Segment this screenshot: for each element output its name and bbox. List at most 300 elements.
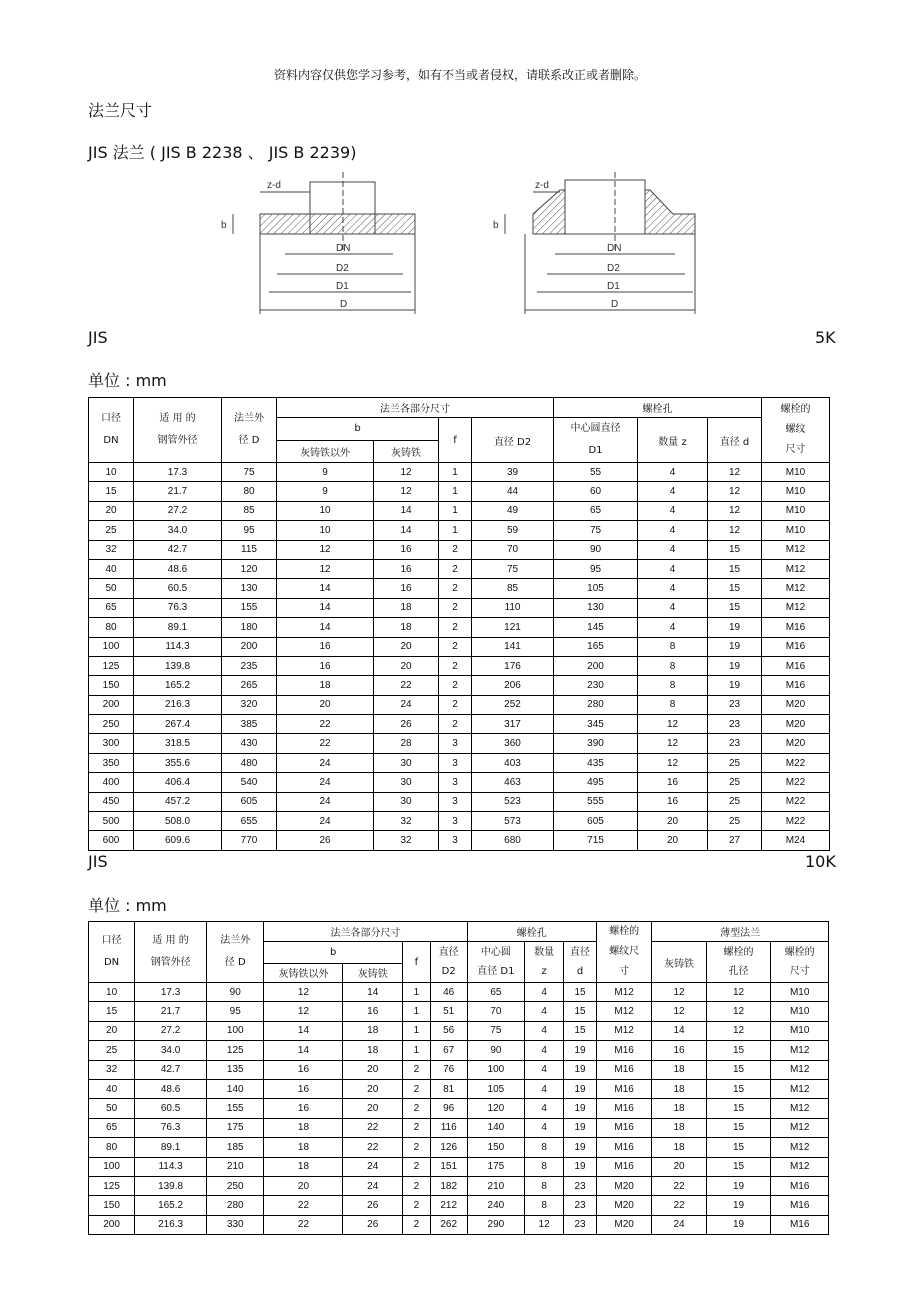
table-cell: 2 (403, 1079, 431, 1098)
table-cell: M12 (762, 579, 830, 598)
table-cell: 25 (89, 521, 134, 540)
table-cell: 770 (222, 831, 277, 850)
table-cell: 14 (652, 1021, 706, 1040)
table-cell: 26 (374, 715, 439, 734)
table-cell: 22 (264, 1215, 343, 1234)
table-cell: 200 (89, 1215, 135, 1234)
table-cell: 27 (708, 831, 762, 850)
table-cell: 18 (652, 1118, 706, 1137)
table-cell: 12 (708, 463, 762, 482)
header-thin-thread: 螺栓的 尺寸 (771, 942, 829, 983)
table-row (89, 1041, 829, 1060)
table-cell: M10 (762, 482, 830, 501)
table-cell: 22 (652, 1176, 706, 1195)
table-cell: 16 (638, 773, 708, 792)
table-cell: 1 (439, 463, 472, 482)
table-cell: M12 (762, 598, 830, 617)
table-cell: 16 (277, 637, 374, 656)
table-cell: 21.7 (134, 482, 222, 501)
table-cell: 26 (343, 1215, 403, 1234)
table-cell: 175 (467, 1157, 524, 1176)
table-cell: 100 (467, 1060, 524, 1079)
table-cell: 2 (403, 1157, 431, 1176)
table-cell: 75 (222, 463, 277, 482)
table-row (89, 1099, 829, 1118)
table-cell: M16 (596, 1079, 651, 1098)
table-cell: 15 (89, 482, 134, 501)
table-cell: 16 (264, 1079, 343, 1098)
table-cell: 105 (467, 1079, 524, 1098)
table-cell: 20 (343, 1060, 403, 1079)
table-cell: 18 (374, 618, 439, 637)
table-cell: 3 (439, 734, 472, 753)
header-f: f (439, 418, 472, 463)
table-row (89, 501, 830, 520)
table-cell: 23 (708, 695, 762, 714)
header-b: b (277, 418, 439, 441)
table-cell: 12 (708, 482, 762, 501)
table-cell: 24 (277, 773, 374, 792)
table-cell: 23 (708, 715, 762, 734)
header-thin-hole: 螺栓的 孔径 (706, 942, 771, 983)
table-cell: 2 (403, 1196, 431, 1215)
table-cell: 8 (525, 1138, 564, 1157)
table-cell: 15 (706, 1060, 771, 1079)
table-cell: 140 (207, 1079, 264, 1098)
table-cell: 65 (554, 501, 638, 520)
table-cell: 125 (89, 656, 134, 675)
table-cell: 605 (554, 812, 638, 831)
header-dia-10k: 直径 d (564, 942, 597, 983)
table-cell: M16 (596, 1099, 651, 1118)
table-cell: M16 (762, 618, 830, 637)
table-cell: 1 (439, 521, 472, 540)
table-cell: 59 (472, 521, 554, 540)
table-cell: 60.5 (134, 579, 222, 598)
table-cell: 12 (708, 501, 762, 520)
table-cell: M20 (596, 1176, 651, 1195)
table-cell: 51 (430, 1002, 467, 1021)
table-cell: 480 (222, 753, 277, 772)
table-cell: 8 (638, 676, 708, 695)
table-cell: 145 (554, 618, 638, 637)
diagram-label-d2-right: D2 (607, 263, 620, 274)
table-cell: 165.2 (134, 676, 222, 695)
table-cell: 46 (430, 983, 467, 1002)
table-cell: 2 (439, 715, 472, 734)
table-cell: 10 (277, 521, 374, 540)
table-cell: 2 (403, 1099, 431, 1118)
table-cell: 12 (706, 1002, 771, 1021)
table-cell: 18 (277, 676, 374, 695)
table-cell: M12 (771, 1138, 829, 1157)
table-cell: 12 (652, 1002, 706, 1021)
table-cell: M10 (762, 463, 830, 482)
table-cell: 655 (222, 812, 277, 831)
table-cell: 12 (277, 540, 374, 559)
table-cell: 90 (467, 1041, 524, 1060)
table-cell: 19 (564, 1079, 597, 1098)
table-cell: 44 (472, 482, 554, 501)
table-cell: 24 (277, 812, 374, 831)
table-cell: 267.4 (134, 715, 222, 734)
table-cell: 318.5 (134, 734, 222, 753)
table-cell: 65 (89, 598, 134, 617)
table-cell: 200 (222, 637, 277, 656)
table-cell: M20 (762, 734, 830, 753)
table-cell: 14 (343, 983, 403, 1002)
table-cell: M16 (762, 637, 830, 656)
table-cell: M16 (596, 1157, 651, 1176)
table-cell: 176 (472, 656, 554, 675)
table-cell: 22 (277, 734, 374, 753)
header-thread: 螺栓的 螺纹 尺寸 (762, 398, 830, 463)
table-cell: 24 (277, 753, 374, 772)
table-cell: 2 (403, 1176, 431, 1195)
table-row (89, 1176, 829, 1195)
table-cell: 18 (652, 1138, 706, 1157)
table-cell: 16 (652, 1041, 706, 1060)
diagram-label-b-right: b (493, 220, 499, 231)
header-thin-cast: 灰铸铁 (652, 942, 706, 983)
table-cell: 508.0 (134, 812, 222, 831)
table-cell: 290 (467, 1215, 524, 1234)
table-cell: 116 (430, 1118, 467, 1137)
table-cell: 4 (638, 579, 708, 598)
table-cell: 4 (525, 983, 564, 1002)
table-cell: 3 (439, 812, 472, 831)
table-cell: 400 (89, 773, 134, 792)
diagram-label-zd-right: z-d (535, 180, 549, 191)
table-cell: 4 (525, 1041, 564, 1060)
table-cell: 206 (472, 676, 554, 695)
table-cell: 22 (343, 1118, 403, 1137)
table-cell: 280 (207, 1196, 264, 1215)
table-cell: 600 (89, 831, 134, 850)
table-cell: 14 (277, 579, 374, 598)
table-row (89, 715, 830, 734)
diagram-label-d1-left: D1 (336, 281, 349, 292)
table-cell: 300 (89, 734, 134, 753)
table-cell: 100 (89, 1157, 135, 1176)
table-cell: 75 (554, 521, 638, 540)
table-cell: 715 (554, 831, 638, 850)
table-cell: 18 (652, 1079, 706, 1098)
table-cell: 23 (564, 1215, 597, 1234)
table-cell: 24 (374, 695, 439, 714)
table-cell: 115 (222, 540, 277, 559)
table-row (89, 831, 830, 850)
table-cell: 500 (89, 812, 134, 831)
table-row (89, 792, 830, 811)
table-cell: 2 (403, 1215, 431, 1234)
flange-diagrams (215, 172, 705, 320)
table-cell: 40 (89, 1079, 135, 1098)
table-cell: 80 (89, 618, 134, 637)
table-cell: 18 (264, 1157, 343, 1176)
table-row (89, 463, 830, 482)
table-cell: 450 (89, 792, 134, 811)
table-cell: 2 (403, 1060, 431, 1079)
table-cell: 120 (222, 559, 277, 578)
table-cell: 20 (343, 1099, 403, 1118)
table-cell: 9 (277, 482, 374, 501)
table-cell: 76.3 (135, 1118, 207, 1137)
header-b-other: 灰铸铁以外 (277, 440, 374, 463)
table-cell: 23 (708, 734, 762, 753)
table-cell: 24 (343, 1157, 403, 1176)
table-cell: 2 (439, 676, 472, 695)
table-cell: 350 (89, 753, 134, 772)
header-b-other-10k: 灰铸铁以外 (264, 963, 343, 983)
table-cell: 130 (554, 598, 638, 617)
table-cell: 25 (708, 773, 762, 792)
table-row (89, 676, 830, 695)
table-cell: 4 (525, 1099, 564, 1118)
header-b-10k: b (264, 942, 403, 964)
table-row (89, 656, 830, 675)
table-cell: 135 (207, 1060, 264, 1079)
table-cell: M22 (762, 753, 830, 772)
table-cell: 240 (467, 1196, 524, 1215)
table-cell: 25 (708, 792, 762, 811)
table-cell: 30 (374, 753, 439, 772)
table-cell: 100 (207, 1021, 264, 1040)
table-cell: M12 (771, 1118, 829, 1137)
diagram-label-dn-right: DN (607, 243, 622, 254)
diagram-label-d2-left: D2 (336, 263, 349, 274)
table-cell: 12 (708, 521, 762, 540)
table-cell: 17.3 (135, 983, 207, 1002)
table-cell: 16 (374, 540, 439, 559)
header-pipe-od-10k: 适 用 的 钢管外径 (135, 922, 207, 983)
table-cell: 16 (638, 792, 708, 811)
table-cell: 65 (89, 1118, 135, 1137)
table-cell: 1 (403, 1021, 431, 1040)
table-cell: 180 (222, 618, 277, 637)
table-cell: 495 (554, 773, 638, 792)
table-cell: M24 (762, 831, 830, 850)
table-cell: M16 (771, 1196, 829, 1215)
table-cell: 19 (564, 1041, 597, 1060)
table-cell: 4 (525, 1060, 564, 1079)
table-cell: 27.2 (134, 501, 222, 520)
table-5k-body (89, 463, 830, 851)
table-cell: 1 (439, 482, 472, 501)
table-cell: 48.6 (134, 559, 222, 578)
table-cell: 16 (264, 1099, 343, 1118)
table-cell: 18 (264, 1118, 343, 1137)
table-cell: 10 (89, 983, 135, 1002)
std-label-5k: JIS (88, 328, 108, 347)
table-cell: 9 (277, 463, 374, 482)
table-cell: 20 (277, 695, 374, 714)
table-cell: 40 (89, 559, 134, 578)
table-cell: 16 (264, 1060, 343, 1079)
table-row (89, 1060, 829, 1079)
table-cell: 19 (706, 1196, 771, 1215)
table-cell: 15 (706, 1079, 771, 1098)
table-cell: 8 (525, 1196, 564, 1215)
header-dn: 口径 DN (89, 398, 134, 463)
table-cell: 4 (638, 521, 708, 540)
table-cell: 114.3 (135, 1157, 207, 1176)
table-cell: 8 (638, 656, 708, 675)
table-row (89, 482, 830, 501)
table-cell: 27.2 (135, 1021, 207, 1040)
table-cell: 34.0 (135, 1041, 207, 1060)
table-cell: 19 (564, 1157, 597, 1176)
weld-neck-flange-drawing (505, 172, 695, 314)
table-cell: 12 (525, 1215, 564, 1234)
table-cell: 18 (652, 1099, 706, 1118)
header-b-cast-10k: 灰铸铁 (343, 963, 403, 983)
table-cell: 55 (554, 463, 638, 482)
table-cell: 150 (89, 1196, 135, 1215)
table-cell: 1 (403, 1041, 431, 1060)
table-row (89, 579, 830, 598)
table-cell: 26 (277, 831, 374, 850)
header-count: 数量 z (638, 418, 708, 463)
table-cell: 96 (430, 1099, 467, 1118)
table-cell: 8 (525, 1157, 564, 1176)
table-cell: 2 (439, 656, 472, 675)
table-cell: 430 (222, 734, 277, 753)
table-cell: 95 (222, 521, 277, 540)
table-cell: M12 (762, 540, 830, 559)
table-row (89, 559, 830, 578)
table-cell: 32 (89, 1060, 135, 1079)
table-cell: M10 (771, 1021, 829, 1040)
table-cell: 15 (564, 983, 597, 1002)
table-cell: 89.1 (135, 1138, 207, 1157)
table-cell: 15 (706, 1138, 771, 1157)
table-cell: 75 (472, 559, 554, 578)
table-cell: 4 (638, 559, 708, 578)
table-cell: 70 (472, 540, 554, 559)
table-cell: 317 (472, 715, 554, 734)
table-cell: 3 (439, 831, 472, 850)
table-cell: 403 (472, 753, 554, 772)
table-cell: 12 (638, 753, 708, 772)
table-cell: 15 (708, 579, 762, 598)
table-cell: 26 (343, 1196, 403, 1215)
table-cell: 8 (638, 637, 708, 656)
table-cell: 15 (564, 1021, 597, 1040)
table-cell: 22 (264, 1196, 343, 1215)
table-cell: 23 (564, 1196, 597, 1215)
table-cell: 210 (467, 1176, 524, 1195)
page-title: 法兰尺寸 (88, 101, 153, 120)
table-cell: 2 (403, 1138, 431, 1157)
table-cell: 20 (89, 1021, 135, 1040)
table-cell: 18 (343, 1021, 403, 1040)
diagram-label-zd-left: z-d (267, 180, 281, 191)
table-row (89, 521, 830, 540)
table-cell: 2 (403, 1118, 431, 1137)
table-cell: 80 (222, 482, 277, 501)
header-parts-10k: 法兰各部分尺寸 (264, 922, 467, 942)
table-cell: 70 (467, 1002, 524, 1021)
table-cell: 155 (207, 1099, 264, 1118)
table-cell: 32 (374, 831, 439, 850)
table-cell: 540 (222, 773, 277, 792)
table-cell: 200 (554, 656, 638, 675)
table-cell: 121 (472, 618, 554, 637)
table-row (89, 773, 830, 792)
table-cell: M16 (762, 656, 830, 675)
table-cell: 125 (207, 1041, 264, 1060)
table-cell: 90 (554, 540, 638, 559)
table-cell: M20 (762, 715, 830, 734)
header-flange-od: 法兰外 径 D (222, 398, 277, 463)
table-cell: 42.7 (135, 1060, 207, 1079)
table-cell: 19 (564, 1060, 597, 1079)
table-row (89, 1215, 829, 1234)
table-cell: 235 (222, 656, 277, 675)
grade-label-10k: 10K (805, 852, 836, 871)
table-cell: 390 (554, 734, 638, 753)
table-cell: 15 (706, 1099, 771, 1118)
table-cell: 24 (277, 792, 374, 811)
table-cell: 90 (207, 983, 264, 1002)
table-cell: 12 (652, 983, 706, 1002)
table-row (89, 983, 829, 1002)
table-cell: 67 (430, 1041, 467, 1060)
header-d2-10k: 直径 D2 (430, 942, 467, 983)
table-cell: 15 (708, 598, 762, 617)
table-cell: 15 (564, 1002, 597, 1021)
header-dia: 直径 d (708, 418, 762, 463)
table-cell: 76.3 (134, 598, 222, 617)
table-cell: 76 (430, 1060, 467, 1079)
table-cell: 15 (708, 540, 762, 559)
table-cell: 14 (264, 1041, 343, 1060)
table-cell: 56 (430, 1021, 467, 1040)
table-cell: M10 (762, 501, 830, 520)
table-cell: 155 (222, 598, 277, 617)
table-cell: 175 (207, 1118, 264, 1137)
table-cell: 120 (467, 1099, 524, 1118)
table-cell: 30 (374, 792, 439, 811)
table-cell: 17.3 (134, 463, 222, 482)
table-cell: 185 (207, 1138, 264, 1157)
table-cell: 210 (207, 1157, 264, 1176)
table-cell: 81 (430, 1079, 467, 1098)
header-thin-flange: 薄型法兰 (652, 922, 829, 942)
table-cell: 50 (89, 1099, 135, 1118)
table-cell: M20 (596, 1215, 651, 1234)
table-cell: 48.6 (135, 1079, 207, 1098)
table-cell: 19 (708, 676, 762, 695)
table-cell: 20 (638, 831, 708, 850)
table-cell: M16 (596, 1118, 651, 1137)
table-row (89, 1079, 829, 1098)
unit-label-5k: 单位 : mm (88, 371, 167, 390)
table-cell: 39 (472, 463, 554, 482)
table-row (89, 734, 830, 753)
table-cell: M22 (762, 812, 830, 831)
table-cell: 22 (277, 715, 374, 734)
table-cell: M22 (762, 792, 830, 811)
table-row (89, 1196, 829, 1215)
table-cell: M10 (771, 983, 829, 1002)
table-cell: 32 (89, 540, 134, 559)
table-cell: 4 (638, 501, 708, 520)
table-cell: 19 (564, 1118, 597, 1137)
table-cell: M12 (771, 1157, 829, 1176)
table-cell: 2 (439, 637, 472, 656)
